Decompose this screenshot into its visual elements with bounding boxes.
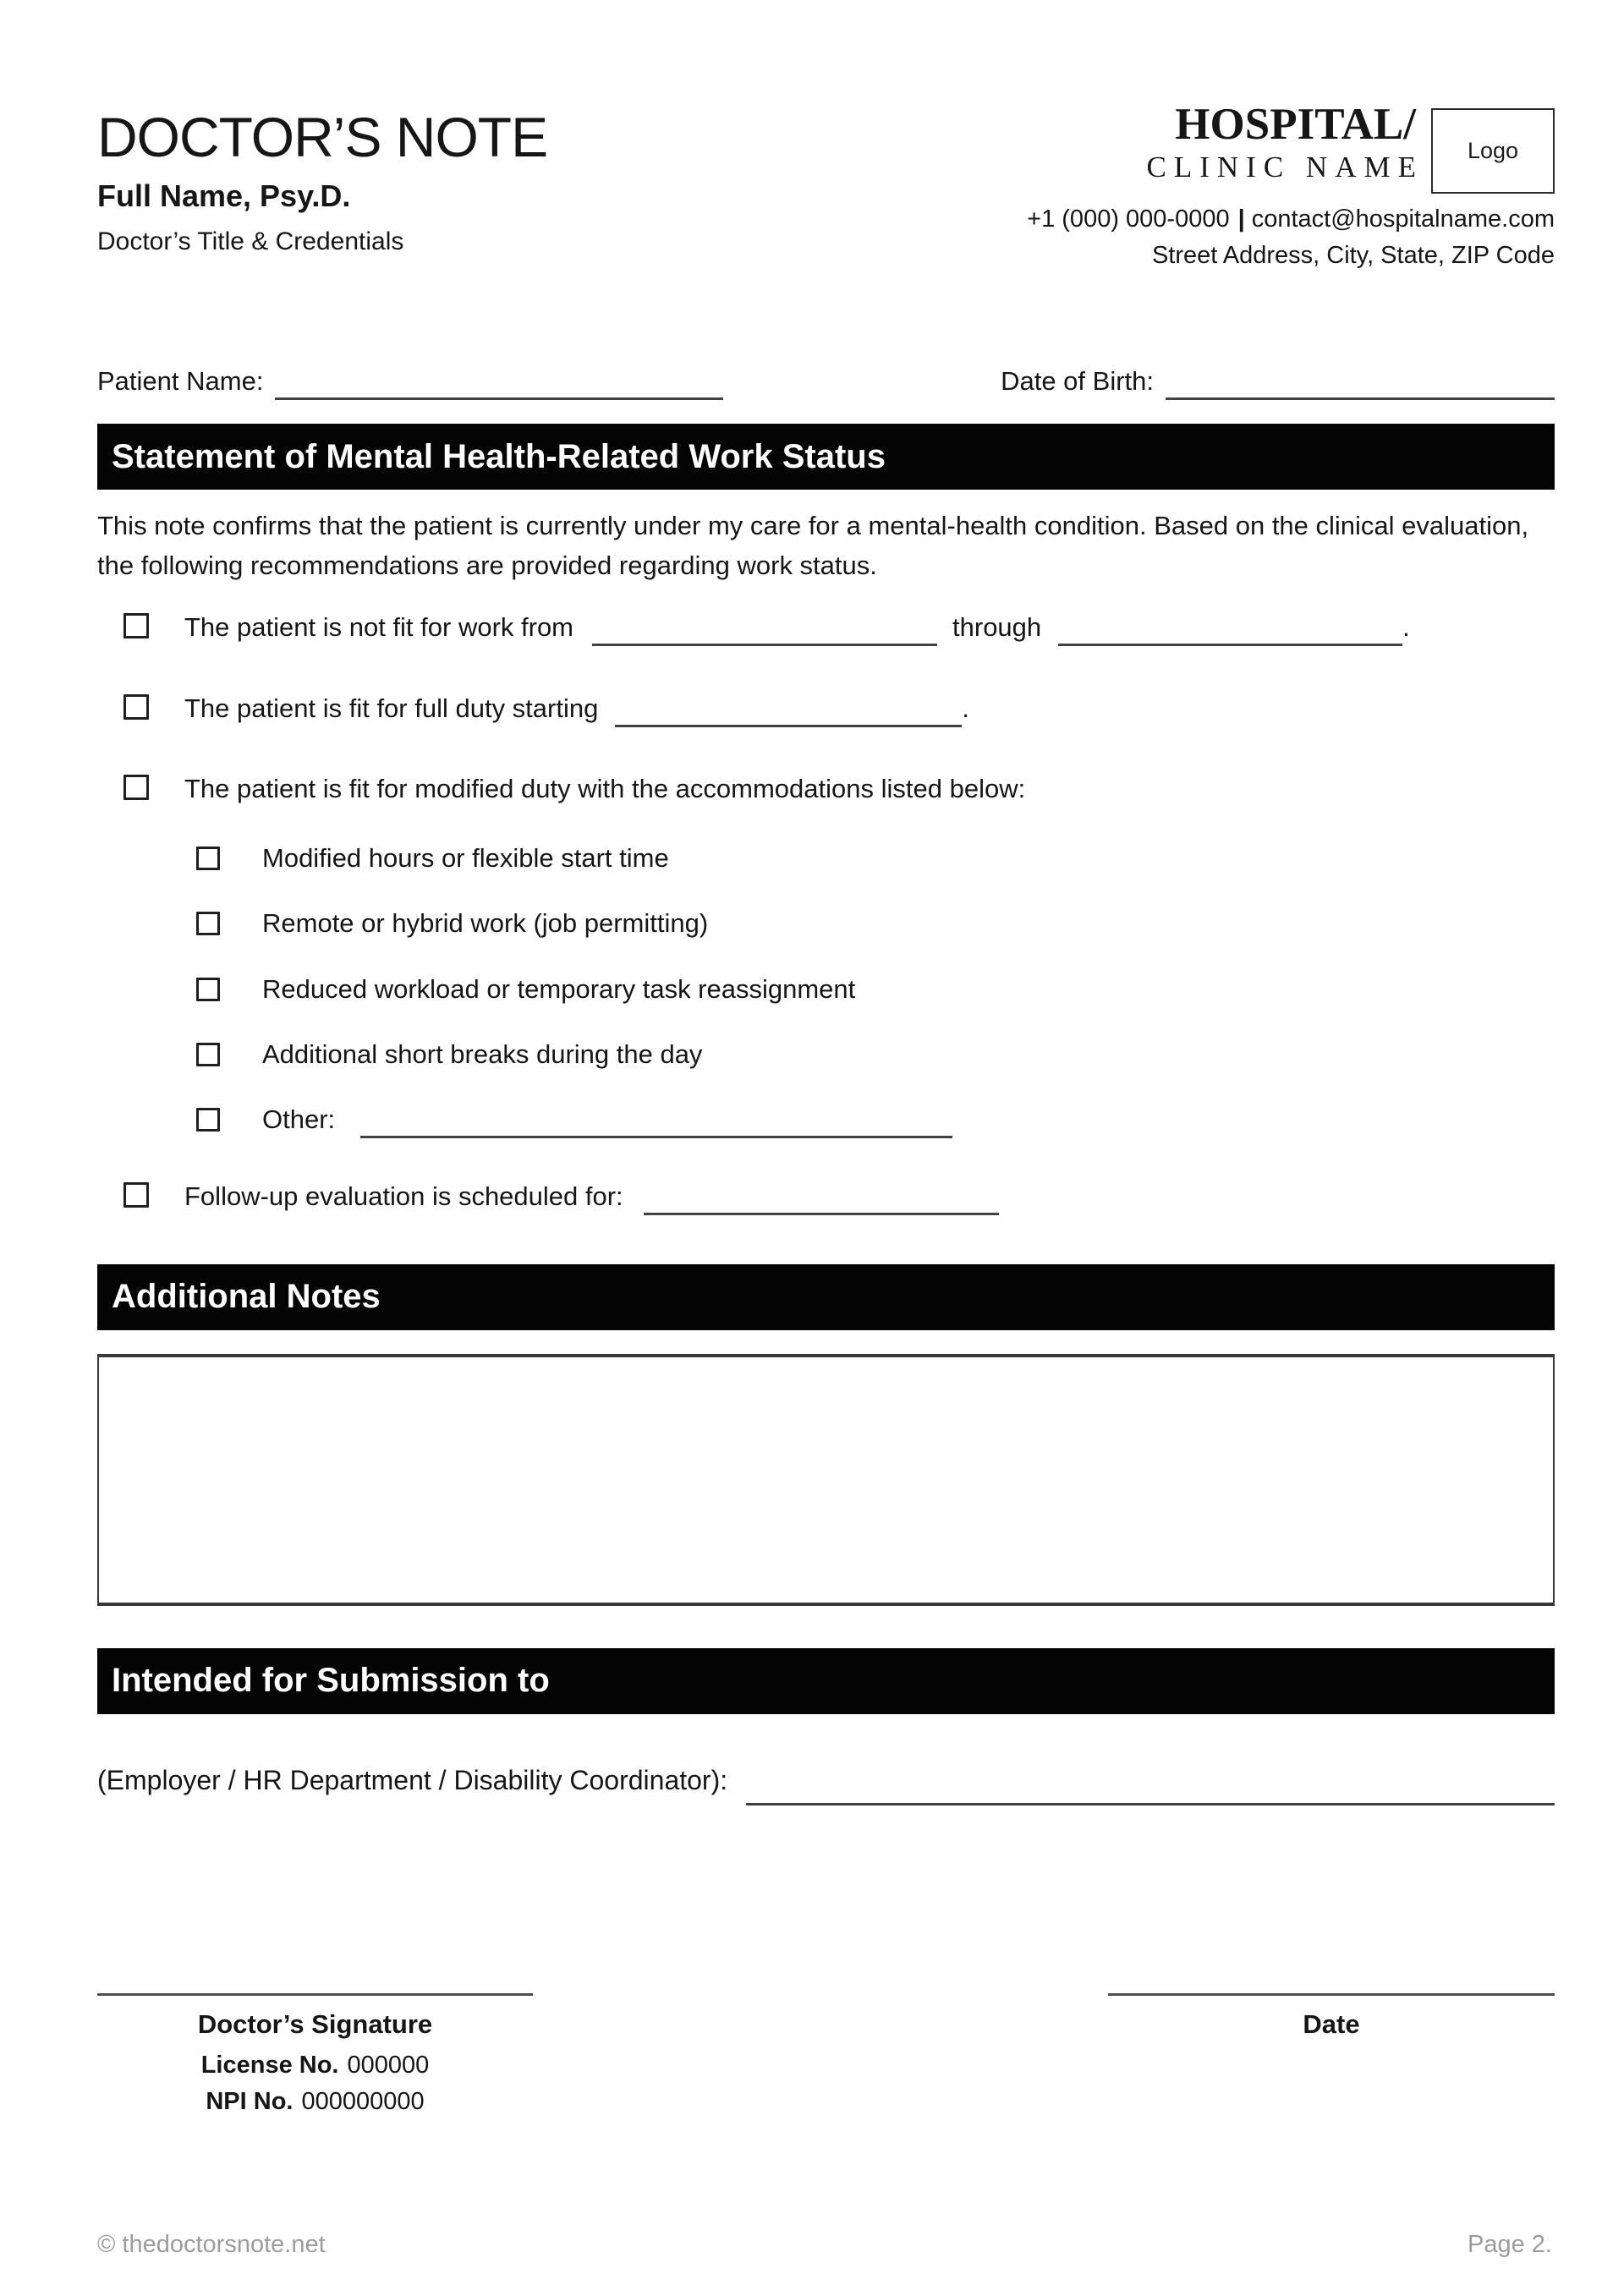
page-title: DOCTOR’S NOTE [97,106,548,168]
clinic-name-primary: HOSPITAL/ [1175,100,1416,149]
option-not-fit-row [97,611,1555,644]
clinic-address: Street Address, City, State, ZIP Code [1151,242,1555,269]
clinic-block [1027,100,1555,270]
not-fit-through-date-input-line[interactable] [1058,644,1402,646]
accommodation-row [97,1038,1555,1071]
license-value: 000000 [347,2051,430,2079]
reduced-workload-checkbox[interactable] [196,978,220,1001]
clinic-phone: +1 (000) 000-0000 [1027,205,1230,233]
option-modified-duty-row [97,772,1555,806]
signature-input-line[interactable] [97,1993,533,1996]
clinic-name-and-logo [1146,100,1555,194]
option-full-duty-row [97,692,1555,726]
modified-duty-checkbox[interactable] [123,775,149,800]
doctor-credentials: Doctor’s Title & Credentials [97,227,404,256]
recipient-input-line[interactable] [746,1803,1555,1806]
patient-name-label: Patient Name: [97,366,264,396]
short-breaks-checkbox[interactable] [196,1043,220,1066]
doctor-signature-column [97,1993,533,2116]
clinic-contact-line [1027,205,1555,233]
copyright-text: © thedoctorsnote.net [97,2231,326,2258]
work-status-section-title: Statement of Mental Health-Related Work Status [112,437,886,475]
not-fit-from-date-input-line[interactable] [592,644,937,646]
license-row [201,2052,430,2080]
contact-separator: | [1237,205,1245,233]
logo-label: Logo [1467,138,1519,163]
clinic-name [1146,100,1424,184]
modified-hours-checkbox[interactable] [196,847,220,870]
follow-up-checkbox[interactable] [123,1182,149,1208]
follow-up-date-input-line[interactable] [644,1213,999,1215]
page-footer [97,2231,1552,2259]
date-column [1108,1993,1555,2116]
not-fit-text: The patient is not fit for work from [184,612,574,643]
dob-label: Date of Birth: [1001,366,1154,396]
dob-group [1001,364,1555,398]
dob-input-line[interactable] [1166,397,1555,400]
not-fit-through-text: through [952,612,1042,643]
submission-recipient-row [97,1763,1555,1799]
follow-up-row [97,1180,1555,1214]
work-status-section-bar [97,424,1555,490]
accommodation-other-row [97,1103,1555,1137]
npi-label: NPI No. [206,2087,294,2115]
additional-notes-section-title: Additional Notes [112,1278,381,1316]
accommodation-row [97,841,1555,875]
doctor-name: Full Name, Psy.D. [97,178,351,214]
submission-section-title: Intended for Submission to [112,1662,550,1700]
follow-up-text: Follow-up evaluation is scheduled for: [184,1181,623,1211]
accommodation-row [97,973,1555,1006]
additional-notes-section-bar [97,1264,1555,1330]
npi-value: 000000000 [301,2087,425,2115]
license-label: License No. [200,2051,339,2079]
recipient-label: (Employer / HR Department / Disability Coordinator): [97,1764,728,1795]
clinic-email: contact@hospitalname.com [1251,205,1555,233]
clinic-name-secondary: CLINIC NAME [1146,150,1424,184]
logo-placeholder-box [1431,108,1555,194]
not-fit-checkbox[interactable] [123,613,149,638]
remote-work-checkbox[interactable] [196,912,220,935]
doc-header [97,100,1555,270]
page-number: Page 2. [1468,2231,1552,2258]
sentence-period: . [1402,612,1410,643]
other-input-line[interactable] [360,1136,952,1138]
patient-info-row [97,364,1555,398]
date-label: Date [1303,2008,1360,2039]
accommodation-label: Additional short breaks during the day [262,1039,703,1070]
modified-duty-text: The patient is fit for modified duty with the accommodations listed below: [184,773,1026,803]
signature-label: Doctor’s Signature [197,2008,433,2039]
full-duty-text: The patient is fit for full duty starting [184,693,599,723]
full-duty-start-date-input-line[interactable] [615,725,962,727]
accommodation-label: Reduced workload or temporary task reassignment [262,973,856,1004]
accommodation-label: Modified hours or flexible start time [262,843,669,874]
patient-name-group [97,364,723,398]
submission-section-bar [97,1648,1555,1714]
signature-block [97,1993,1555,2116]
patient-name-input-line[interactable] [275,397,723,400]
accommodation-label: Remote or hybrid work (job permitting) [262,908,709,939]
other-label: Other: [262,1104,336,1135]
full-duty-checkbox[interactable] [123,694,149,720]
accommodation-row [97,907,1555,940]
doctor-identity-block [97,108,547,270]
npi-row [206,2088,424,2116]
intro-paragraph: This note confirms that the patient is currently under my care for a mental-health condition. Based on the clinical evaluation, the following recommendations are provided regarding work status. [97,511,1529,580]
other-checkbox[interactable] [196,1108,220,1132]
sentence-period: . [962,693,969,723]
additional-notes-input-area[interactable] [97,1354,1555,1606]
date-input-line[interactable] [1108,1993,1555,1996]
